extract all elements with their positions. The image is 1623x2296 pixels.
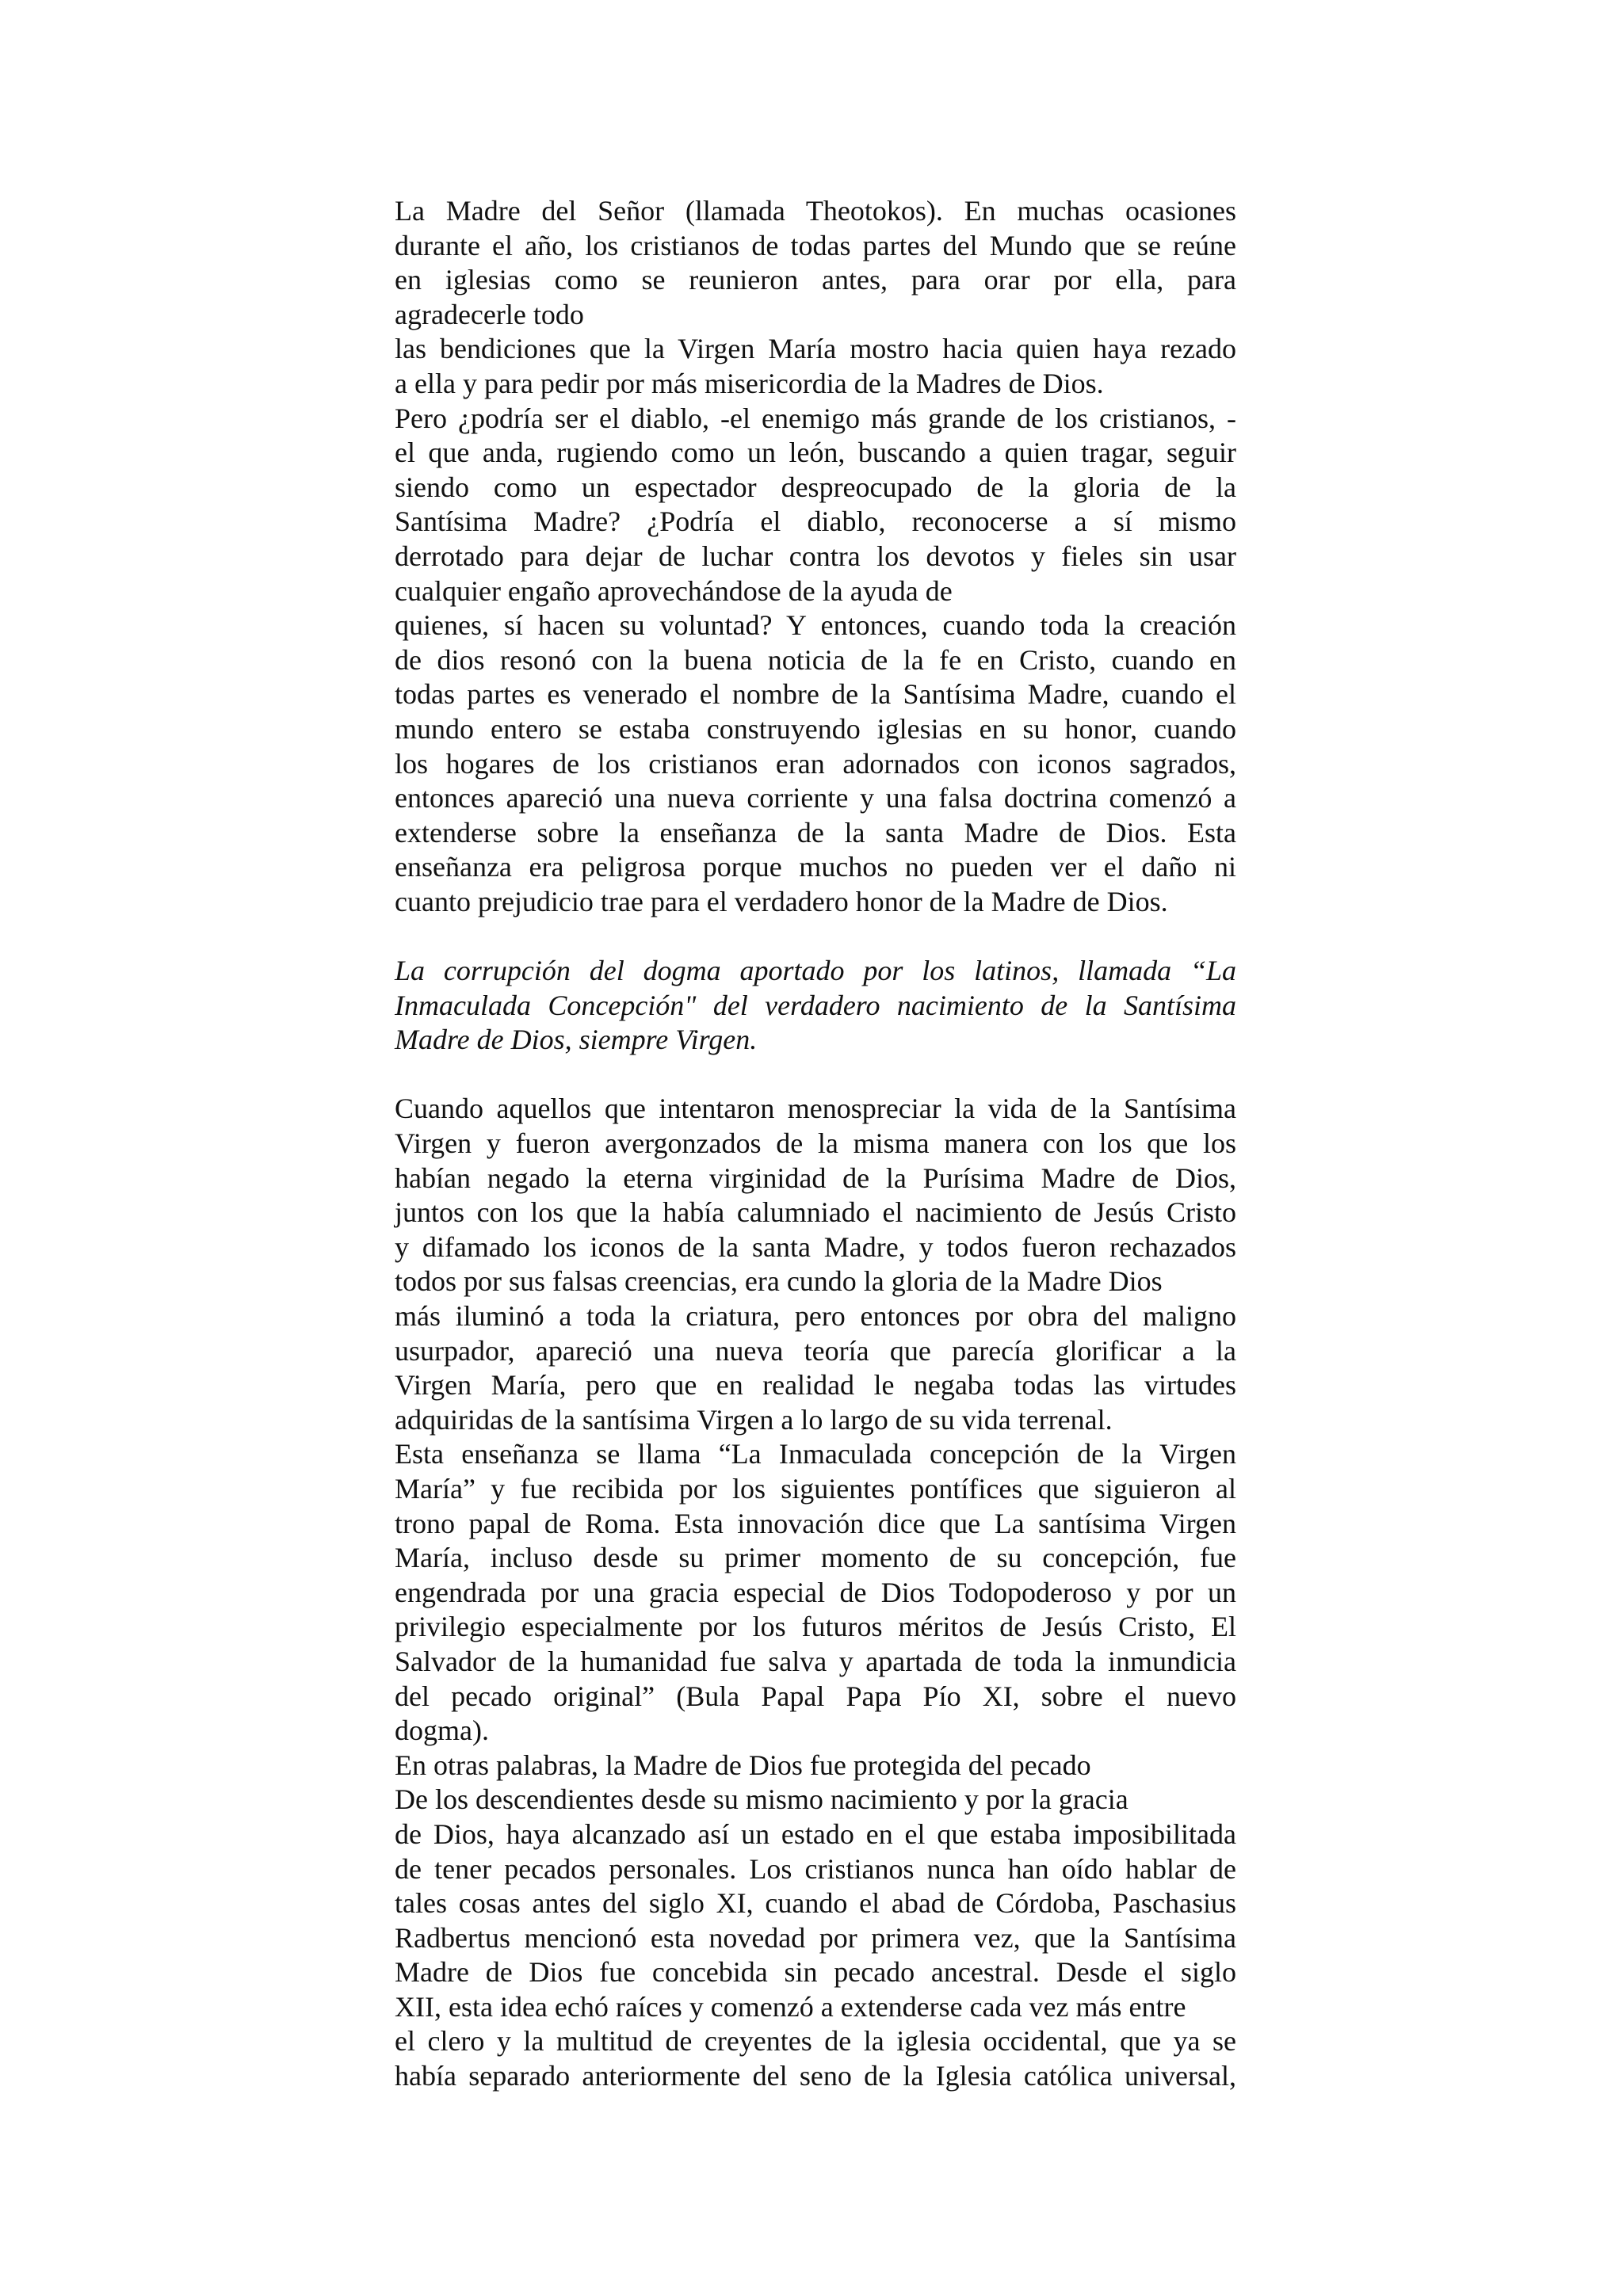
body-text-line: de tener pecados personales. Los cristianos nunca han oído hablar de [395, 1852, 1236, 1885]
paragraph-spacer [395, 1058, 1236, 1093]
body-text-line: de Dios, haya alcanzado así un estado en el que estaba imposibilitada [395, 1817, 1236, 1850]
document-body [395, 194, 1236, 2094]
body-text-line: La Madre del Señor (llamada Theotokos). En muchas ocasiones [395, 195, 1236, 227]
body-text-line: entonces apareció una nueva corriente y una falsa doctrina comenzó a [395, 782, 1236, 814]
body-text-line: derrotado para dejar de luchar contra los devotos y fieles sin usar [395, 540, 1236, 572]
body-text-line: a ella y para pedir por más misericordia de la Madres de Dios. [395, 367, 1104, 399]
body-text-line: había separado anteriormente del seno de la Iglesia católica universal, [395, 2060, 1236, 2092]
section-heading-line: Inmaculada Concepción" del verdadero nacimiento de la Santísima [395, 989, 1236, 1021]
body-text-line: y difamado los iconos de la santa Madre, y todos fueron rechazados [395, 1230, 1236, 1263]
body-text-line: el que anda, rugiendo como un león, buscando a quien tragar, seguir [395, 437, 1236, 469]
body-text-line: agradecerle todo [395, 298, 584, 330]
body-text-line: María” y fue recibida por los siguientes pontífices que siguieron al [395, 1472, 1236, 1505]
body-text-line: De los descendientes desde su mismo nacimiento y por la gracia [395, 1783, 1128, 1816]
body-text-line: privilegio especialmente por los futuros méritos de Jesús Cristo, El [395, 1611, 1236, 1643]
body-text-line: Cuando aquellos que intentaron menospreciar la vida de la Santísima [395, 1093, 1236, 1125]
body-text-line: Pero ¿podría ser el diablo, -el enemigo más grande de los cristianos, - [395, 402, 1236, 434]
body-text-line: todos por sus falsas creencias, era cundo la gloria de la Madre Dios [395, 1265, 1163, 1298]
body-text-line: enseñanza era peligrosa porque muchos no pueden ver el daño ni [395, 851, 1236, 883]
body-text-line: habían negado la eterna virginidad de la Purísima Madre de Dios, [395, 1161, 1236, 1194]
body-text-line: del pecado original” (Bula Papal Papa Pío XI, sobre el nuevo [395, 1680, 1236, 1712]
body-text-line: quienes, sí hacen su voluntad? Y entonces, cuando toda la creación [395, 609, 1236, 642]
body-text-line: usurpador, apareció una nueva teoría que parecía glorificar a la [395, 1334, 1236, 1367]
body-text-line: Esta enseñanza se llama “La Inmaculada concepción de la Virgen [395, 1438, 1236, 1470]
body-text-line: Virgen María, pero que en realidad le negaba todas las virtudes [395, 1369, 1236, 1402]
body-text-line: mundo entero se estaba construyendo iglesias en su honor, cuando [395, 712, 1236, 745]
body-text-line: de dios resonó con la buena noticia de la fe en Cristo, cuando en [395, 643, 1236, 676]
body-text-line: cuanto prejudicio trae para el verdadero honor de la Madre de Dios. [395, 885, 1168, 917]
body-text-line: XII, esta idea echó raíces y comenzó a extenderse cada vez más entre [395, 1990, 1186, 2023]
body-text-line: las bendiciones que la Virgen María mostro hacia quien haya rezado [395, 333, 1236, 365]
body-text-line: durante el año, los cristianos de todas partes del Mundo que se reúne [395, 229, 1236, 261]
body-text-line: Salvador de la humanidad fue salva y apartada de toda la inmundicia [395, 1645, 1236, 1677]
body-text-line: extenderse sobre la enseñanza de la santa Madre de Dios. Esta [395, 816, 1236, 849]
body-text-line: Santísima Madre? ¿Podría el diablo, reconocerse a sí mismo [395, 505, 1236, 538]
body-text-line: todas partes es venerado el nombre de la Santísima Madre, cuando el [395, 678, 1236, 711]
section-heading-line: La corrupción del dogma aportado por los latinos, llamada “La [395, 955, 1236, 987]
body-text-line: los hogares de los cristianos eran adornados con iconos sagrados, [395, 747, 1236, 780]
body-text-line: En otras palabras, la Madre de Dios fue protegida del pecado [395, 1749, 1091, 1781]
body-text-line: juntos con los que la había calumniado el nacimiento de Jesús Cristo [395, 1196, 1236, 1229]
body-text-line: Radbertus mencionó esta novedad por primera vez, que la Santísima [395, 1921, 1236, 1954]
body-text-line: el clero y la multitud de creyentes de la iglesia occidental, que ya se [395, 2025, 1236, 2058]
body-text-line: cualquier engaño aprovechándose de la ayuda de [395, 574, 953, 607]
paragraph-spacer [395, 919, 1236, 954]
body-text-line: engendrada por una gracia especial de Dios Todopoderoso y por un [395, 1576, 1236, 1608]
body-text-line: adquiridas de la santísima Virgen a lo largo de su vida terrenal. [395, 1403, 1113, 1436]
body-text-line: María, incluso desde su primer momento de su concepción, fue [395, 1542, 1236, 1574]
body-text-line: Virgen y fueron avergonzados de la misma manera con los que los [395, 1127, 1236, 1160]
body-text-line: Madre de Dios fue concebida sin pecado ancestral. Desde el siglo [395, 1956, 1236, 1989]
body-text-line: en iglesias como se reunieron antes, para orar por ella, para [395, 264, 1236, 296]
body-text-line: más iluminó a toda la criatura, pero entonces por obra del maligno [395, 1300, 1236, 1332]
body-text-line: trono papal de Roma. Esta innovación dice que La santísima Virgen [395, 1507, 1236, 1539]
section-heading-line: Madre de Dios, siempre Virgen. [395, 1024, 758, 1056]
body-text-line: siendo como un espectador despreocupado de la gloria de la [395, 471, 1236, 503]
body-text-line: tales cosas antes del siglo XI, cuando el abad de Córdoba, Paschasius [395, 1887, 1236, 1920]
body-text-line: dogma). [395, 1714, 489, 1747]
